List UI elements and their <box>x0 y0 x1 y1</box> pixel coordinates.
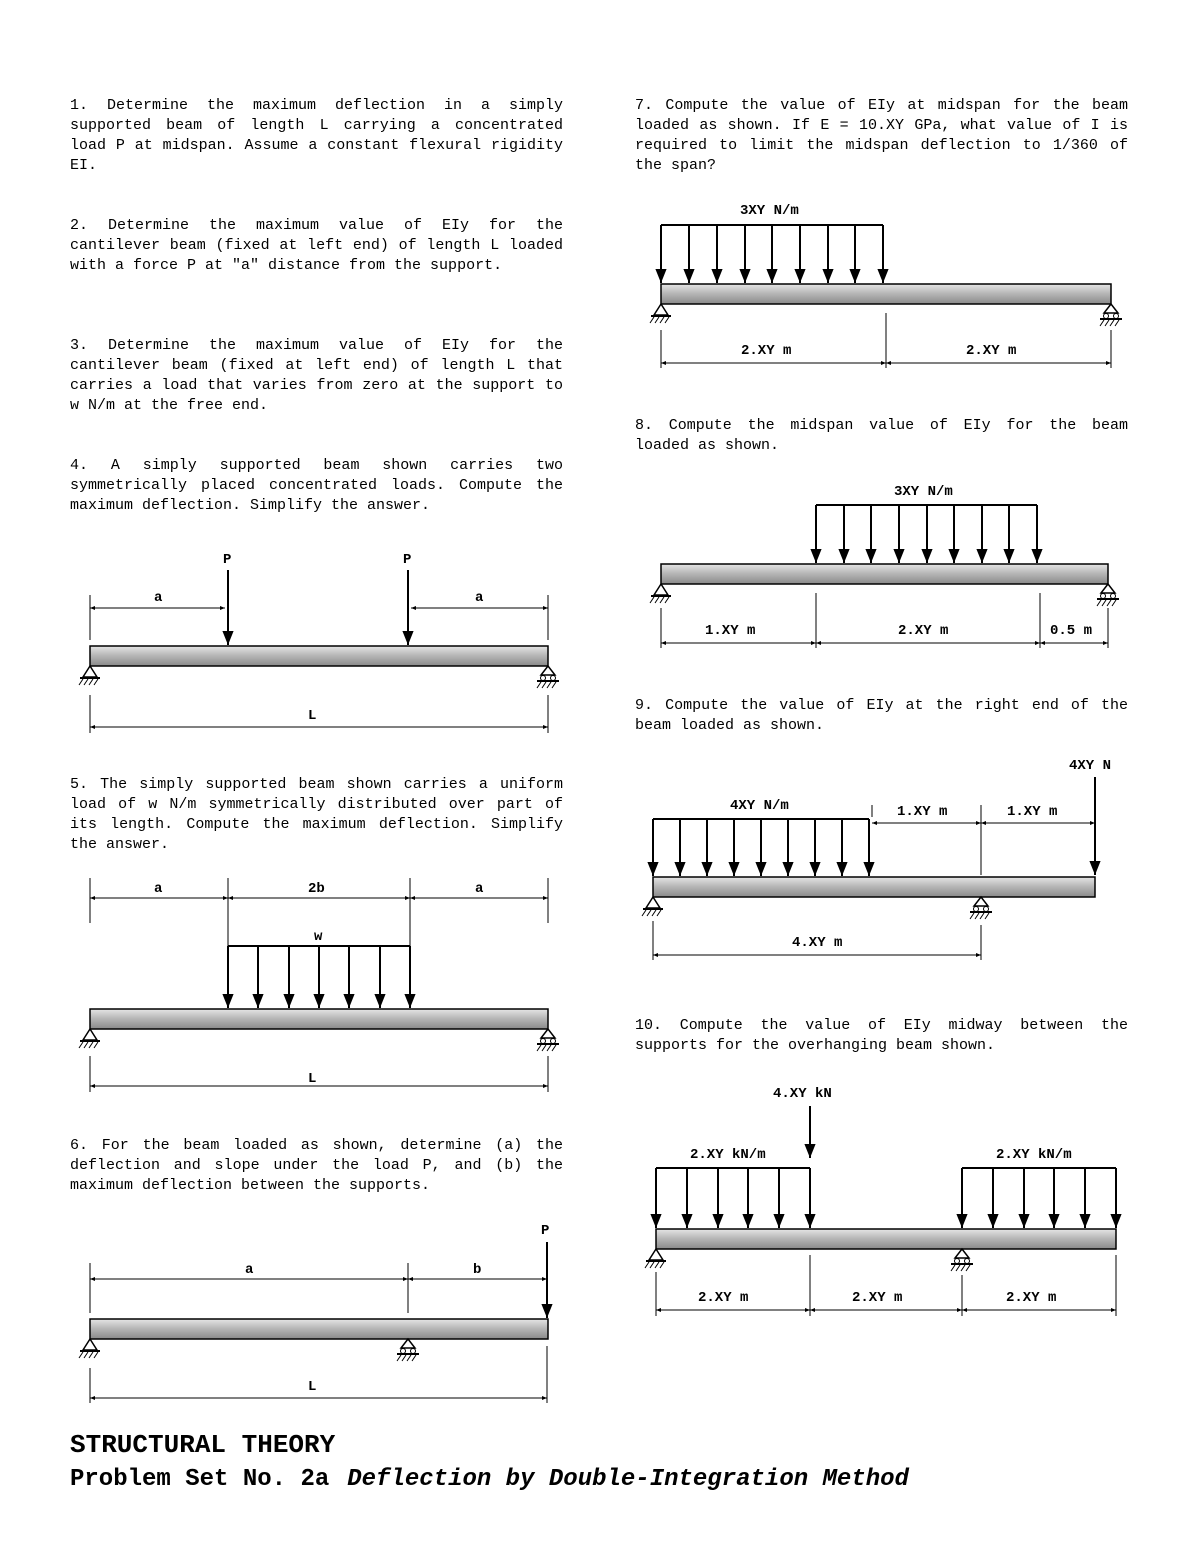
problem-3-text: Determine the maximum value of EIy for the cantilever beam (fixed at left end) of length L that carries a load that varies from zero at the support to w N/m at the free end. <box>70 337 563 414</box>
problem-7-text: Compute the value of EIy at midspan for the beam loaded as shown. If E = 10.XY GPa, what value of I is required to limit the midspan deflection to 1/360 of the span? <box>635 97 1128 174</box>
fig5-dim-left-label: a <box>154 881 163 897</box>
fig10-beam <box>656 1229 1116 1249</box>
fig6-roller-support <box>397 1339 419 1361</box>
fig9-point-load-label: 4XY N <box>1069 758 1112 774</box>
figure-9 <box>640 755 1130 965</box>
fig8-beam <box>661 564 1108 584</box>
fig8-dim-1-label: 1.XY m <box>705 623 756 639</box>
fig9-dim-bottom-label: 4.XY m <box>792 935 843 951</box>
problem-set-label: Problem Set No. 2a <box>70 1466 330 1493</box>
problem-2 <box>70 216 563 276</box>
problem-1 <box>70 96 563 176</box>
fig8-dim-3-label: 0.5 m <box>1050 623 1093 639</box>
problem-1-number: 1. <box>70 97 89 114</box>
fig5-load-label: w <box>314 929 323 945</box>
fig8-roller-support <box>1097 584 1119 606</box>
problem-1-text: Determine the maximum deflection in a simply supported beam of length L carrying a concentrated load P at midspan. Assume a constant flexural rigidity EI. <box>70 97 563 174</box>
fig5-span-label: L <box>308 1071 317 1087</box>
fig4-span-label: L <box>308 708 317 724</box>
fig8-load-label: 3XY N/m <box>894 484 953 500</box>
fig4-beam <box>90 646 548 666</box>
fig7-distributed-load <box>661 225 883 283</box>
fig9-roller-support <box>970 897 992 919</box>
fig7-dim-2-label: 2.XY m <box>966 343 1017 359</box>
fig10-dist-load-left-label: 2.XY kN/m <box>690 1147 766 1163</box>
figure-10 <box>640 1080 1130 1320</box>
fig6-dim-b-label: b <box>473 1262 482 1278</box>
figure-6 <box>80 1218 565 1408</box>
fig7-roller-support <box>1100 304 1122 326</box>
fig4-load-label-2: P <box>403 552 412 568</box>
problem-4-number: 4. <box>70 457 89 474</box>
fig9-dim-top-1-label: 1.XY m <box>897 804 948 820</box>
fig10-dim-3-label: 2.XY m <box>1006 1290 1057 1306</box>
fig7-load-label: 3XY N/m <box>740 203 799 219</box>
fig6-beam <box>90 1319 548 1339</box>
problem-5 <box>70 775 563 855</box>
fig5-dim-right-label: a <box>475 881 484 897</box>
problem-7 <box>635 96 1128 176</box>
fig9-dim-top-2-label: 1.XY m <box>1007 804 1058 820</box>
figure-7 <box>648 198 1128 373</box>
figure-4 <box>80 545 565 740</box>
fig4-dim-left-label: a <box>154 590 163 606</box>
fig4-roller-support <box>537 666 559 688</box>
fig10-dim-1-label: 2.XY m <box>698 1290 749 1306</box>
fig6-pin-support <box>79 1339 100 1358</box>
problem-9-text: Compute the value of EIy at the right end of the beam loaded as shown. <box>635 697 1128 734</box>
footer-subtitle <box>70 1466 909 1493</box>
fig10-distributed-load-right <box>962 1168 1116 1228</box>
problem-5-text: The simply supported beam shown carries a uniform load of w N/m symmetrically distributed over part of its length. Compute the maximum deflection. Simplify the answer. <box>70 776 563 853</box>
problem-6 <box>70 1136 563 1196</box>
problem-4 <box>70 456 563 516</box>
fig5-pin-support <box>79 1029 100 1048</box>
fig10-distributed-load-left <box>656 1168 810 1228</box>
fig8-dim-2-label: 2.XY m <box>898 623 949 639</box>
topic-label: Deflection by Double-Integration Method <box>347 1466 909 1493</box>
fig4-pin-support <box>79 666 100 685</box>
fig9-dist-load-label: 4XY N/m <box>730 798 789 814</box>
fig7-beam <box>661 284 1111 304</box>
problem-8-number: 8. <box>635 417 654 434</box>
fig7-pin-support <box>650 304 671 323</box>
problem-10-text: Compute the value of EIy midway between the supports for the overhanging beam shown. <box>635 1017 1128 1054</box>
fig6-load-label: P <box>541 1223 550 1239</box>
fig5-beam <box>90 1009 548 1029</box>
problem-6-number: 6. <box>70 1137 89 1154</box>
fig10-pin-support <box>645 1249 666 1268</box>
fig8-pin-support <box>650 584 671 603</box>
fig9-distributed-load <box>653 819 869 876</box>
footer-title: STRUCTURAL THEORY <box>70 1430 336 1460</box>
fig5-distributed-load <box>228 946 410 1008</box>
fig4-load-label-1: P <box>223 552 232 568</box>
figure-8 <box>648 478 1128 653</box>
problem-4-text: A simply supported beam shown carries two symmetrically placed concentrated loads. Compute the maximum deflection. Simplify the answer. <box>70 457 563 514</box>
fig10-dim-2-label: 2.XY m <box>852 1290 903 1306</box>
fig5-roller-support <box>537 1029 559 1051</box>
problem-3-number: 3. <box>70 337 89 354</box>
problem-3 <box>70 336 563 416</box>
fig10-dist-load-right-label: 2.XY kN/m <box>996 1147 1072 1163</box>
problem-2-text: Determine the maximum value of EIy for the cantilever beam (fixed at left end) of length L loaded with a force P at "a" distance from the support. <box>70 217 563 274</box>
problem-10-number: 10. <box>635 1017 663 1034</box>
fig6-span-label: L <box>308 1379 317 1395</box>
fig9-beam <box>653 877 1095 897</box>
problem-8-text: Compute the midspan value of EIy for the beam loaded as shown. <box>635 417 1128 454</box>
fig10-roller-support <box>951 1249 973 1271</box>
problem-9-number: 9. <box>635 697 654 714</box>
fig9-pin-support <box>642 897 663 916</box>
problem-9 <box>635 696 1128 736</box>
fig7-dim-1-label: 2.XY m <box>741 343 792 359</box>
fig6-dim-a-label: a <box>245 1262 254 1278</box>
fig4-dim-right-label: a <box>475 590 484 606</box>
problem-10 <box>635 1016 1128 1056</box>
fig5-dim-mid-label: 2b <box>308 881 325 897</box>
problem-5-number: 5. <box>70 776 89 793</box>
fig10-point-load-label: 4.XY kN <box>773 1086 832 1102</box>
problem-6-text: For the beam loaded as shown, determine (a) the deflection and slope under the load P, and (b) the maximum deflection between the supports. <box>70 1137 563 1194</box>
problem-7-number: 7. <box>635 97 654 114</box>
fig8-distributed-load <box>816 505 1037 563</box>
figure-5 <box>80 878 565 1093</box>
problem-8 <box>635 416 1128 456</box>
problem-2-number: 2. <box>70 217 89 234</box>
